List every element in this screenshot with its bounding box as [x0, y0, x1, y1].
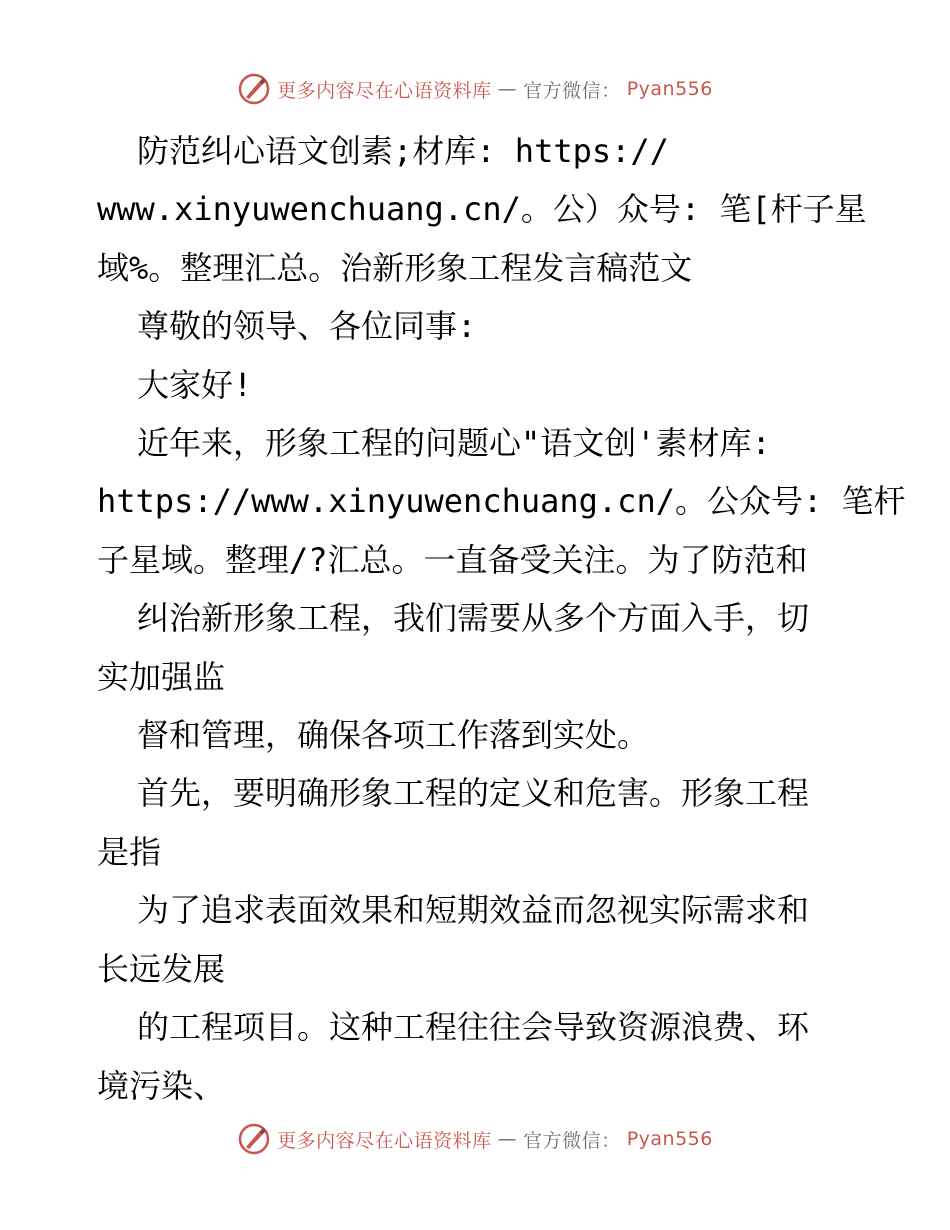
banner-title: 更多内容尽在心语资料库 [277, 1129, 492, 1152]
banner-wechat-id: Pyan556 [626, 1128, 713, 1150]
banner-separator: — [497, 1128, 518, 1150]
text-line: 督和管理，确保各项工作落到实处。 [137, 716, 650, 755]
text-line: 首先，要明确形象工程的定义和危害。形象工程 [137, 774, 810, 813]
banner-wechat-id: Pyan556 [626, 78, 713, 100]
text-line: 近年来，形象工程的问题心"语文创'素材库: [137, 424, 771, 463]
text-line: 的工程项目。这种工程往往会导致资源浪费、环 [137, 1008, 810, 1047]
text-line: 子星域。整理/?汇总。一直备受关注。为了防范和 [97, 540, 808, 579]
text-line: 域%。整理汇总。治新形象工程发言稿范文 [97, 248, 693, 287]
text-line: https://www.xinyuwenchuang.cn/。公众号: 笔杆 [97, 482, 906, 521]
text-line: 纠治新形象工程，我们需要从多个方面入手，切 [137, 599, 810, 638]
text-line: 尊敬的领导、各位同事: [137, 307, 477, 346]
pen-badge-icon [237, 1122, 271, 1156]
text-line: 大家好! [137, 365, 253, 404]
text-line: 长远发展 [97, 949, 226, 988]
banner-title: 更多内容尽在心语资料库 [277, 79, 492, 102]
footer-banner [0, 1122, 950, 1156]
text-line: 防范纠心语文创素;材库: https:// [137, 132, 669, 170]
text-line: 境污染、 [97, 1066, 226, 1105]
text-line: 实加强监 [97, 657, 226, 696]
banner-wechat-label: 官方微信： [523, 79, 621, 102]
banner-separator: — [497, 78, 518, 100]
banner-wechat-label: 官方微信： [523, 1129, 621, 1152]
header-banner [0, 72, 950, 106]
text-line: www.xinyuwenchuang.cn/。公）众号: 笔[杆子星 [97, 190, 867, 229]
text-line: 为了追求表面效果和短期效益而忽视实际需求和 [137, 891, 810, 930]
document-body [97, 122, 906, 1115]
pen-badge-icon [237, 72, 271, 106]
text-line: 是指 [97, 832, 162, 871]
